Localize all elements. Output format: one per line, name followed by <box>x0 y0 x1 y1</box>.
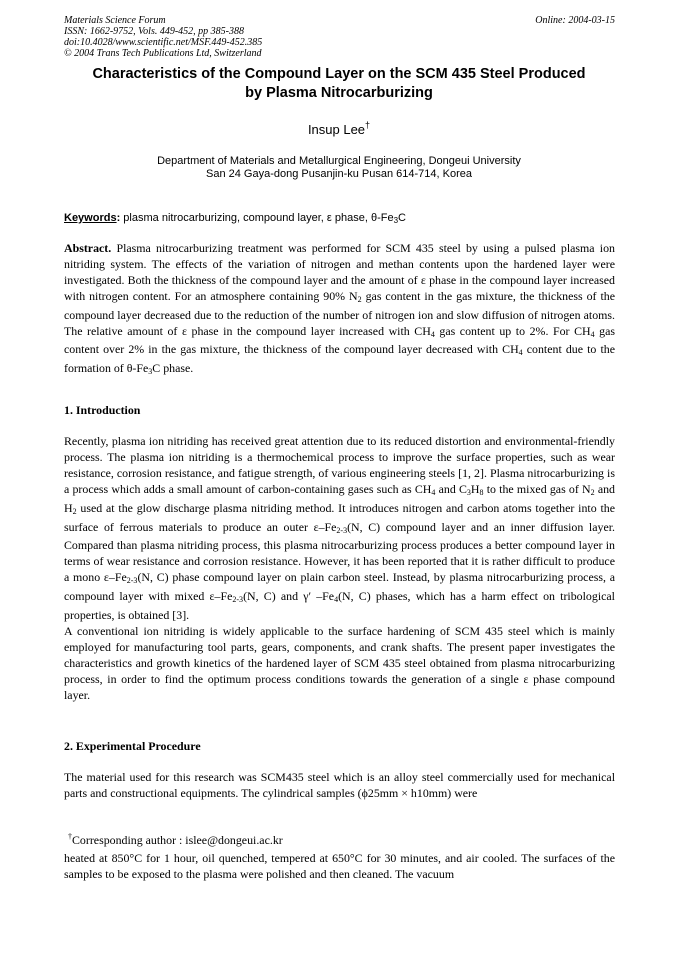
introduction-paragraph-1 <box>64 434 615 624</box>
subscript: 4 <box>334 595 339 605</box>
issn-line: ISSN: 1662-9752, Vols. 449-452, pp 385-388 <box>64 26 244 37</box>
abstract-text: gas content up to 2%. For CH <box>434 323 591 338</box>
online-date: Online: 2004-03-15 <box>535 15 615 26</box>
subscript: 2-3 <box>232 595 244 605</box>
keywords-text: plasma nitrocarburizing, compound layer, ε phase, θ-Fe <box>120 212 394 224</box>
paragraph-text: (N, C) and γ′ –Fe <box>243 589 335 604</box>
paragraph-text: (N, C) compound layer and an inner diffusion layer. Compared than plasma nitriding process, this plasma nitrocarburizing process produces a better compound layer in terms of wear resistance and corrosion resistance. However, it has been reported that it is rather difficult to produce a mono ε–Fe <box>64 519 615 585</box>
subscript: 3 <box>148 367 153 377</box>
subscript: 2-3 <box>126 576 138 586</box>
introduction-body <box>64 434 615 704</box>
paragraph-text: used at the glow discharge plasma nitriding method. It introduces nitrogen and carbon atoms together into the surface of ferrous materials to produce an outer ε–Fe <box>64 500 615 534</box>
author-mark: † <box>365 120 371 130</box>
keywords-text: C <box>398 212 406 224</box>
title-line-1: Characteristics of the Compound Layer on the SCM 435 Steel Produced <box>92 66 586 82</box>
subscript: 4 <box>590 329 595 339</box>
abstract-text: content due to the formation of θ-Fe <box>64 342 615 376</box>
subscript: 3 <box>393 216 399 225</box>
journal-header <box>64 15 615 59</box>
doi-line: doi:10.4028/www.scientific.net/MSF.449-452.385 <box>64 37 263 48</box>
affiliation-line-2: San 24 Gaya-dong Pusanjin-ku Pusan 614-714, Korea <box>205 168 472 180</box>
subscript: 4 <box>518 348 523 358</box>
subscript: 4 <box>430 329 435 339</box>
paragraph-text: (N, C) phase compound layer on plain carbon steel. Instead, by plasma nitrocarburizing process, a compound layer with mixed ε–Fe <box>64 570 616 604</box>
affiliation-line-1: Department of Materials and Metallurgical Engineering, Dongeui University <box>157 155 521 167</box>
subscript: 8 <box>479 487 484 497</box>
journal-name: Materials Science Forum <box>64 15 166 26</box>
footnote <box>68 832 283 848</box>
paragraph-text: and C <box>435 481 467 496</box>
subscript: 3 <box>466 487 471 497</box>
subscript: 2 <box>590 487 595 497</box>
subscript: 2-3 <box>336 525 348 535</box>
continuation-paragraph: heated at 850°C for 1 hour, oil quenched, tempered at 650°C for 30 minutes, and air cooled. The surfaces of the samples to be exposed to the plasma were polished and then cleaned. The vacuum <box>64 851 615 881</box>
section-heading-introduction: 1. Introduction <box>64 403 141 417</box>
abstract-text: Plasma nitrocarburizing treatment was performed for SCM 435 steel by using a pulsed plasma ion nitriding system. The effects of the variation of nitrogen and methan contents upon the hardened layer were investigated. Both the thickness of the compound layer and the amount of ε phase in the compound layer increased with nitrogen content. For an atmosphere containing 90% N <box>64 241 615 303</box>
subscript: 4 <box>431 487 436 497</box>
introduction-paragraph-2: A conventional ion nitriding is widely applicable to the surface hardening of SCM 435 steel which is mainly employed for manufacturing tool parts, gears, components, and crank shafts. The present paper investigates the characteristics and growth kinetics of the hardened layer of SCM 435 steel obtained from plasma nitrocarburizing process, in order to find the optimum process conditions towards the generation of a single ε phase compound layer. <box>64 623 615 702</box>
abstract-label: Abstract. <box>64 241 112 255</box>
keywords-colon: : <box>116 212 121 224</box>
affiliation <box>0 155 678 181</box>
keywords-label: Keywords <box>64 212 117 224</box>
author-name: Insup Lee <box>307 122 366 137</box>
subscript: 2 <box>357 294 362 304</box>
keywords <box>64 212 615 225</box>
corresponding-author-email: Corresponding author : islee@dongeui.ac.kr <box>72 833 283 847</box>
footnote-mark: † <box>68 832 72 841</box>
title-line-2: by Plasma Nitrocarburizing <box>245 85 433 101</box>
abstract-text: gas content in the gas mixture, the thickness of the compound layer decreased due to the reduction of the number of nitrogen ion and slow diffusion of nitrogen atoms. The relative amount of ε phase in the compound layer increased with CH <box>64 288 615 338</box>
paragraph-text: Recently, plasma ion nitriding has received great attention due to its reduced distortion and environmental-friendly process. The plasma ion nitriding is a thermochemical process to improve the surface properties, such as wear resistance, corrosion resistance, and fatigue strength, of various engineering steels [1, 2]. Plasma nitrocarburizing is a process which adds a small amount of carbon-containing gases such as CH <box>64 434 615 496</box>
subscript: 2 <box>72 506 77 516</box>
paragraph-text: (N, C) phases, which has a harm effect on tribological properties, is obtained [3]. <box>64 589 615 623</box>
author <box>0 120 678 137</box>
paragraph-text: and H <box>64 481 615 515</box>
paragraph-text: to the mixed gas of N <box>483 481 591 496</box>
abstract <box>64 241 615 380</box>
abstract-text: C phase. <box>152 361 194 376</box>
experimental-paragraph: The material used for this research was SCM435 steel which is an alloy steel commercially used for mechanical parts and constructional equipments. The cylindrical samples (ϕ25mm × h10mm) were <box>64 770 615 800</box>
paper-title <box>40 65 638 103</box>
section-heading-experimental: 2. Experimental Procedure <box>64 739 201 753</box>
abstract-text: gas content over 2% in the gas mixture, the thickness of the compound layer decreased with CH <box>64 323 616 357</box>
paragraph-text: H <box>470 481 480 496</box>
copyright-line: © 2004 Trans Tech Publications Ltd, Switzerland <box>64 48 262 59</box>
